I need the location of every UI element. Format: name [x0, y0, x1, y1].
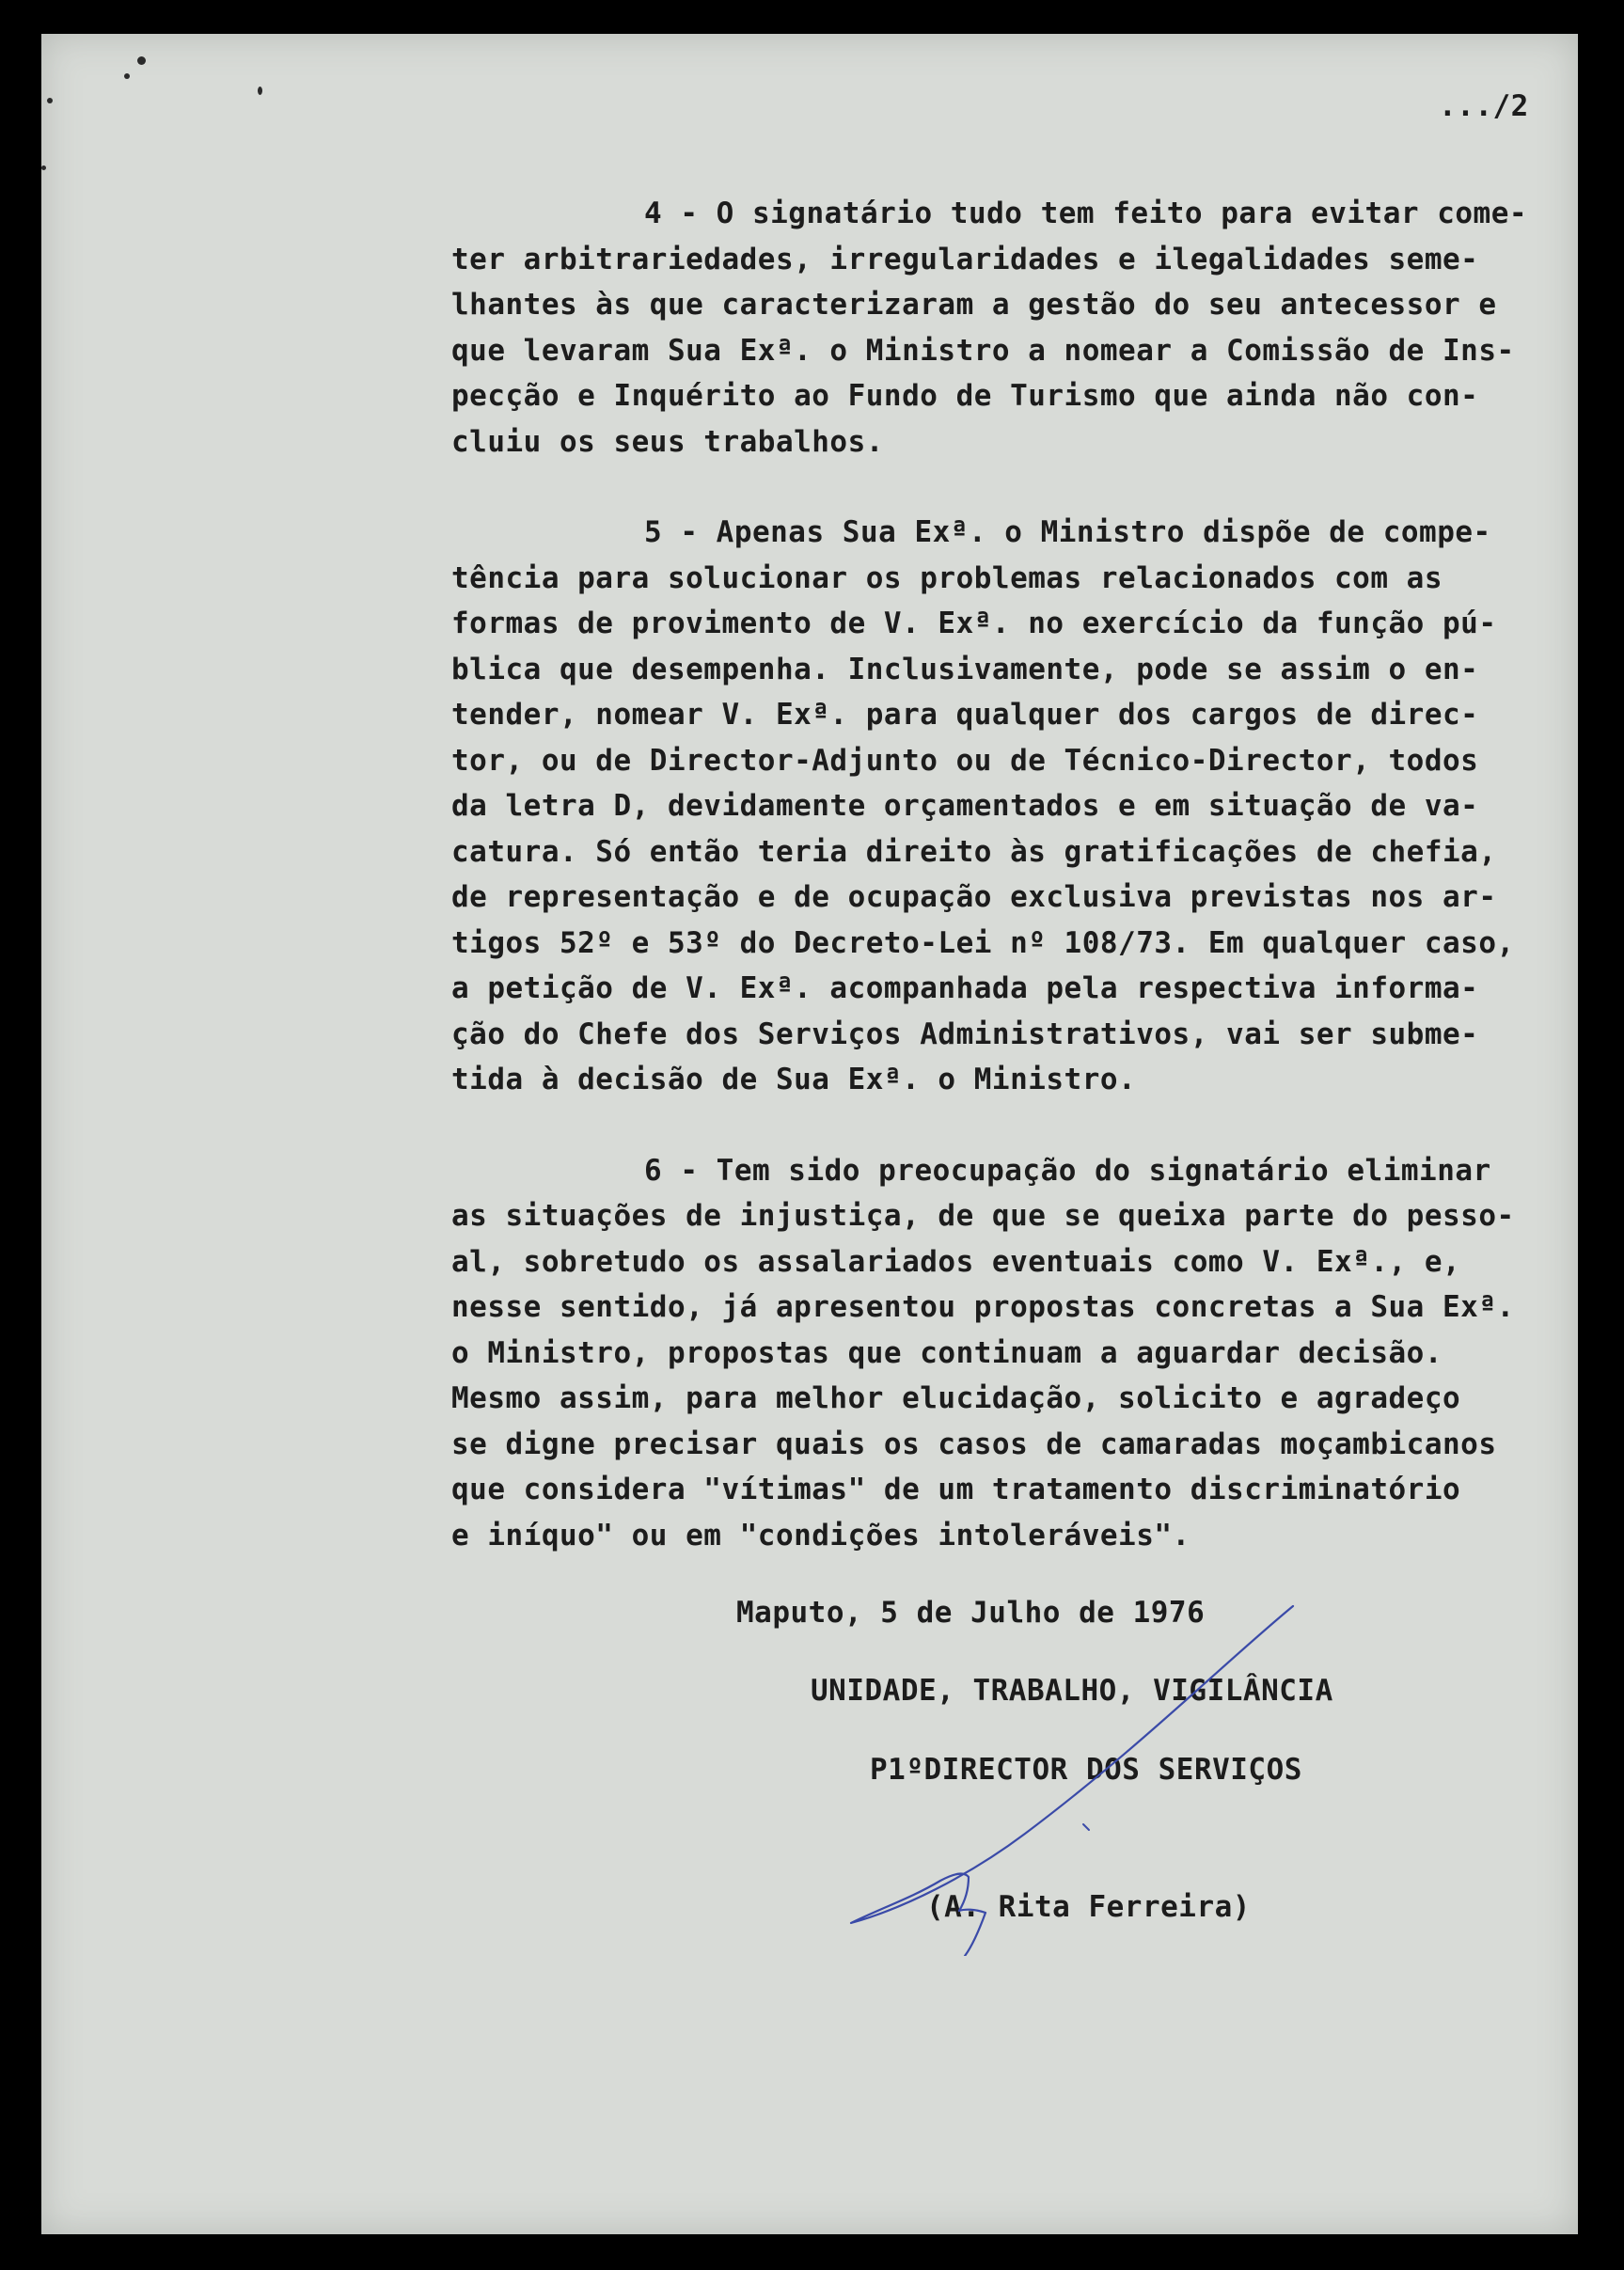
text-line: 6 - Tem sido preocupação do signatário eliminar: [644, 1153, 1491, 1188]
ink-speck: [124, 73, 130, 79]
text-line: que levaram Sua Exª. o Ministro a nomear a Comissão de Ins-: [451, 333, 1515, 368]
text-line: as situações de injustiça, de que se queixa parte do pesso-: [451, 1199, 1515, 1233]
place-date: Maputo, 5 de Julho de 1976: [736, 1596, 1206, 1630]
text-line: que considera "vítimas" de um tratamento discriminatório: [451, 1473, 1461, 1506]
text-line: e iníquo" ou em "condições intoleráveis".: [451, 1518, 1190, 1553]
ink-speck: [47, 98, 53, 103]
text-line: 5 - Apenas Sua Exª. o Ministro dispõe de compe-: [644, 515, 1491, 549]
ink-speck: [41, 166, 46, 170]
handwritten-signature: [828, 1599, 1317, 1956]
ink-speck: [137, 56, 146, 65]
text-line: pecção e Inquérito ao Fundo de Turismo que ainda não con-: [451, 379, 1479, 413]
text-line: tender, nomear V. Exª. para qualquer dos cargos de direc-: [451, 698, 1479, 732]
text-line: o Ministro, propostas que continuam a aguardar decisão.: [451, 1335, 1443, 1370]
text-line: blica que desempenha. Inclusivamente, pode se assim o en-: [451, 652, 1479, 686]
text-line: catura. Só então teria direito às gratificações de chefia,: [451, 834, 1497, 869]
text-line: lhantes às que caracterizaram a gestão do seu antecessor e: [451, 288, 1497, 322]
text-line: se digne precisar quais os casos de camaradas moçambicanos: [451, 1427, 1497, 1461]
text-line: Mesmo assim, para melhor elucidação, solicito e agradeço: [451, 1381, 1461, 1415]
text-line: 4 - O signatário tudo tem feito para evitar come-: [644, 197, 1528, 230]
ink-speck: [258, 87, 262, 95]
paragraph-6: [451, 1148, 1580, 1559]
page-number: ...​/2: [1439, 89, 1529, 123]
signatory-name: (A. Rita Ferreira): [926, 1890, 1251, 1924]
text-line: a petição de V. Exª. acompanhada pela respectiva informa-: [451, 971, 1479, 1005]
text-line: de representação e de ocupação exclusiva previstas nos ar-: [451, 880, 1497, 914]
text-line: formas de provimento de V. Exª. no exercício da função pú-: [451, 607, 1497, 640]
text-line: cluiu os seus trabalhos.: [451, 424, 884, 459]
text-line: al, sobretudo os assalariados eventuais como V. Exª., e,: [451, 1244, 1461, 1279]
text-line: da letra D, devidamente orçamentados e em situação de va-: [451, 789, 1479, 823]
paragraph-4: [451, 191, 1580, 465]
paragraph-5: [451, 510, 1580, 1103]
signatory-office: P1ºDIRECTOR DOS SERVIÇOS: [870, 1753, 1302, 1787]
letter-body: [451, 191, 1580, 1603]
text-line: tida à decisão de Sua Exª. o Ministro.: [451, 1063, 1137, 1096]
text-line: ção do Chefe dos Serviços Administrativos, vai ser subme-: [451, 1017, 1479, 1051]
text-line: ter arbitrariedades, irregularidades e ilegalidades seme-: [451, 242, 1479, 276]
motto: UNIDADE, TRABALHO, VIGILÂNCIA: [811, 1674, 1333, 1708]
text-line: tor, ou de Director-Adjunto ou de Técnico-Director, todos: [451, 743, 1479, 778]
text-line: tência para solucionar os problemas relacionados com as: [451, 560, 1443, 595]
text-line: nesse sentido, já apresentou propostas concretas a Sua Exª.: [451, 1290, 1515, 1324]
text-line: tigos 52º e 53º do Decreto-Lei nº 108/73. Em qualquer caso,: [451, 925, 1515, 960]
